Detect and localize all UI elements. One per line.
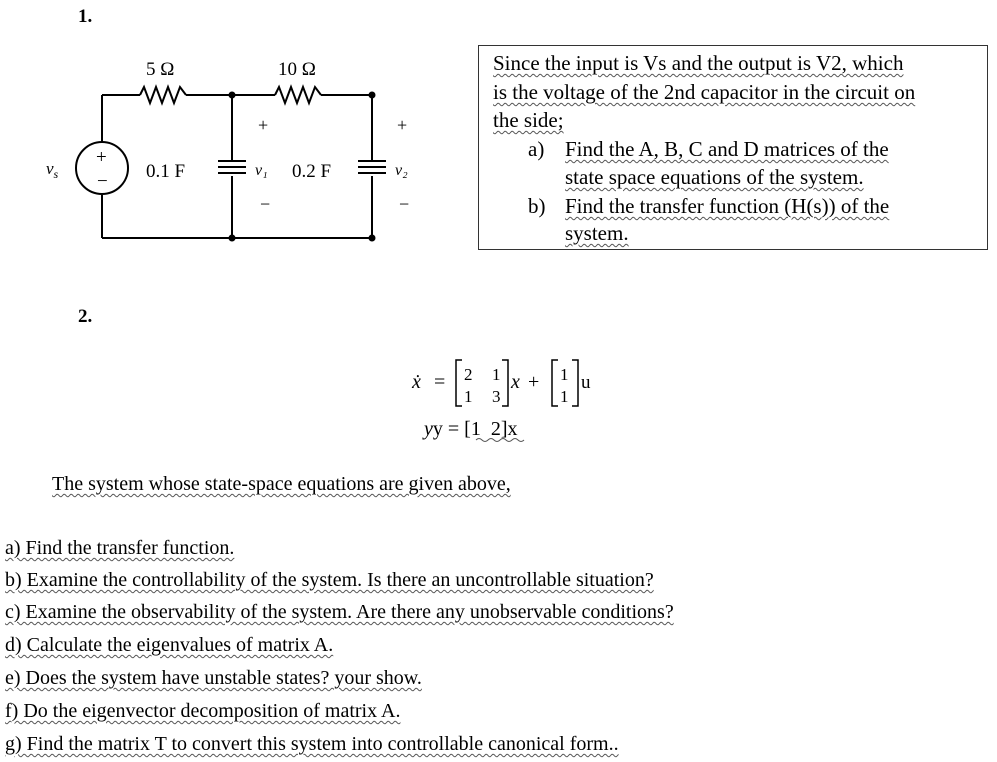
box-item-b-line-1: Find the transfer function (H(s)) of the — [565, 194, 890, 218]
matrix-a-cell: 3 — [492, 387, 501, 406]
box-line-1: Since the input is Vs and the output is V2, which — [493, 51, 904, 75]
question-d: d) Calculate the eigenvalues of matrix A. — [5, 634, 334, 656]
matrix-b-right-bracket — [572, 360, 578, 406]
question-e: e) Does the system have unstable states? your show. — [5, 667, 422, 689]
question-g: g) Find the matrix T to convert this system into controllable canonical form.. — [5, 733, 619, 755]
state-space-equations — [400, 350, 640, 445]
r2-label: 10 Ω — [278, 59, 316, 80]
v1-plus: + — [258, 115, 269, 135]
plus-sign: + — [528, 371, 540, 393]
r1-label: 5 Ω — [146, 59, 175, 80]
v2-plus: + — [397, 115, 408, 135]
box-item-b-marker: b) — [528, 194, 546, 218]
c1-label: 0.1 F — [146, 161, 186, 182]
v1-minus: − — [260, 194, 271, 214]
source-plus: + — [96, 147, 107, 168]
box-item-a-line-1: Find the A, B, C and D matrices of the — [565, 137, 889, 161]
matrix-a-cell: 1 — [492, 365, 501, 384]
question-a: a) Find the transfer function. — [5, 537, 235, 559]
junction-node — [229, 235, 236, 242]
equals-sign: = — [434, 371, 446, 393]
input-u: u — [581, 372, 591, 393]
box-item-a-line-2: state space equations of the system. — [565, 165, 864, 189]
problem-1-number: 1. — [78, 6, 93, 27]
state-x: x — [511, 371, 520, 393]
v2-minus: − — [399, 194, 410, 214]
matrix-b-cell: 1 — [560, 365, 569, 384]
v1-label: v₁ — [255, 162, 268, 179]
junction-node — [229, 92, 236, 99]
junction-node — [369, 92, 376, 99]
problem-2-number: 2. — [78, 306, 93, 327]
matrix-a-cell: 1 — [464, 387, 473, 406]
question-c: c) Examine the observability of the system. Are there any unobservable conditions? — [5, 601, 674, 623]
matrix-a-cell: 2 — [464, 365, 473, 384]
box-line-3: the side; — [493, 108, 564, 132]
box-item-a-marker: a) — [528, 137, 545, 161]
matrix-b-cell: 1 — [560, 387, 569, 406]
source-minus: − — [97, 171, 108, 192]
circuit-diagram — [0, 0, 480, 260]
junction-node — [369, 235, 376, 242]
v2-label: v₂ — [395, 162, 408, 179]
question-b: b) Examine the controllability of the system. Is there an uncontrollable situation? — [5, 569, 654, 591]
source-label: $v_s$ — [46, 159, 59, 181]
output-equation: yy = [1 2]x — [424, 418, 518, 440]
c2-label: 0.2 F — [292, 161, 332, 182]
problem-2-intro: The system whose state-space equations are given above, — [52, 473, 511, 495]
xdot-symbol: ẋ — [412, 371, 421, 393]
box-line-2: is the voltage of the 2nd capacitor in the circuit on — [493, 80, 916, 104]
box-item-b-line-2: system. — [565, 221, 629, 245]
matrix-b-left-bracket — [552, 360, 558, 406]
matrix-a-right-bracket — [502, 360, 508, 406]
question-f: f) Do the eigenvector decomposition of matrix A. — [5, 700, 401, 722]
matrix-a-left-bracket — [456, 360, 462, 406]
